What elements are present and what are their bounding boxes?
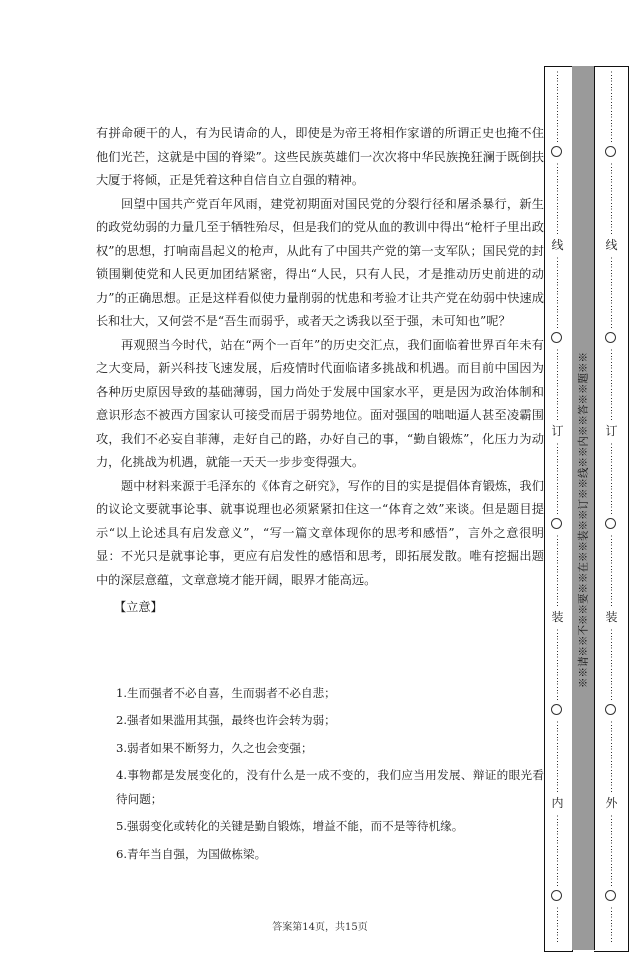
inner-mark-nei: 内 <box>551 796 564 810</box>
paragraph-3: 再观照当今时代，站在“两个一百年”的历史交汇点，我们面临着世界百年未有之大变局，新兴科技飞速发展，后疫情时代面临诸多挑战和机遇。而目前中国因为各种历史原因导致的基础薄弱，国力尚处于发展中国家水平，更是因为政治体制和意识形态不被西方国家认可接受而居于弱势地位。面对强国的咄咄逼人甚至凌霸围攻，我们不必妄自菲薄，走好自己的路，办好自己的事，“勤自锻炼”，化压力为动力，化挑战为机遇，就能一天天一步步变得强大。 <box>96 337 544 469</box>
binding-hole-circle <box>605 704 616 715</box>
answer-content <box>96 122 544 870</box>
binding-hole-circle <box>605 332 616 343</box>
inner-mark-ding: 订 <box>551 424 564 438</box>
paragraph-2: 回望中国共产党百年风雨，建党初期面对国民党的分裂行径和屠杀暴行，新生的政党幼弱的力量几至于牺牲殆尽，但是我们的党从血的教训中得出“枪杆子里出政权”的思想，打响南昌起义的枪声，从此有了中国共产党的第一支军队；国民党的封锁围剿使党和人民更加团结紧密，得出“人民，只有人民，才是推动历史前进的动力”的正确思想。正是这样看似使力量削弱的忧患和考验才让共产党在幼弱中快速成长和壮大，又何尝不是“吾生而弱乎，或者天之诱我以至于强，未可知也”呢？ <box>96 196 544 328</box>
binding-hole-circle <box>551 890 562 901</box>
inner-mark-zhuang: 装 <box>551 610 564 624</box>
binding-hole-circle <box>551 146 562 157</box>
list-item: 4.事物都是发展变化的，没有什么是一成不变的，我们应当用发展、辩证的眼光看待问题； <box>116 768 544 806</box>
page-number: 答案第14页，共15页 <box>272 922 368 933</box>
section-tag-liyi: 【立意】 <box>114 600 163 614</box>
outer-mark-xian: 线 <box>605 238 618 252</box>
paragraph-4: 题中材料来源于毛泽东的《体育之研究》，写作的目的实是提倡体育锻炼，我们的议论文要就事论事、就事说理也必须紧紧扣住这一“体育之效”来谈。但是题目提示“以上论述具有启发意义”，“写一篇文章体现你的思考和感悟”，言外之意很明显：不光只是就事论事，更应有启发性的感悟和思考，即拓展发散。唯有挖掘出题中的深层意蕴，文章意境才能开阔，眼界才能高远。 <box>96 478 544 587</box>
theme-points-list <box>96 682 544 867</box>
outer-mark-zhuang: 装 <box>605 610 618 624</box>
list-item: 5.强弱变化或转化的关键是勤自锻炼，增益不能，而不是等待机缘。 <box>116 819 464 833</box>
list-item: 3.弱者如果不断努力，久之也会变强； <box>116 740 313 755</box>
inner-dotted-line: ⋮ ⋮ ⋮ ⋮ ⋮ ⋮ ⋮ ⋮ ⋮ ⋮ ⋮ ⋮ ⋮ ⋮ ⋮ ⋮ 线 ⋮ ⋮ ⋮ ⋮ ⋮ ⋮ ⋮ ⋮ ⋮ ⋮ ⋮ ⋮ ⋮ ⋮ ⋮ ⋮ 订 ⋮ ⋮ ⋮ ⋮ ⋮ ⋮ ⋮ ⋮ ⋮ ⋮ ⋮ ⋮ ⋮ ⋮ ⋮ ⋮ 装 ⋮ ⋮ ⋮ ⋮ ⋮ ⋮ ⋮ ⋮ ⋮ ⋮ ⋮ ⋮ ⋮ ⋮ ⋮ ⋮ 内 ⋮ ⋮ ⋮ ⋮ ⋮ ⋮ ⋮ ⋮ ⋮ ⋮ ⋮ ⋮ <box>544 66 571 950</box>
list-item: 2.强者如果滥用其强，最终也许会转为弱； <box>116 713 336 727</box>
outer-dotted-line: ⋮ ⋮ ⋮ ⋮ ⋮ ⋮ ⋮ ⋮ ⋮ ⋮ ⋮ ⋮ ⋮ ⋮ ⋮ ⋮ 线 ⋮ ⋮ ⋮ ⋮ ⋮ ⋮ ⋮ ⋮ ⋮ ⋮ ⋮ ⋮ ⋮ ⋮ ⋮ ⋮ 订 ⋮ ⋮ ⋮ ⋮ ⋮ ⋮ ⋮ ⋮ ⋮ ⋮ ⋮ ⋮ ⋮ ⋮ ⋮ ⋮ 装 ⋮ ⋮ ⋮ ⋮ ⋮ ⋮ ⋮ ⋮ ⋮ ⋮ ⋮ ⋮ ⋮ ⋮ ⋮ ⋮ 外 ⋮ ⋮ ⋮ ⋮ ⋮ ⋮ ⋮ ⋮ ⋮ ⋮ ⋮ ⋮ <box>598 66 625 950</box>
binding-hole-circle <box>605 146 616 157</box>
binding-hole-circle <box>551 518 562 529</box>
paragraph-1: 有拼命硬干的人，有为民请命的人，即使是为帝王将相作家谱的所谓正史也掩不住他们光芒，这就是中国的脊梁”。这些民族英雄们一次次将中华民族挽狂澜于既倒扶大厦于将倾，正是凭着这种自信自立自强的精神。 <box>96 126 544 187</box>
list-item: 6.青年当自强，为国做栋梁。 <box>116 846 267 861</box>
outer-mark-ding: 订 <box>605 424 618 438</box>
inner-mark-xian: 线 <box>551 238 564 252</box>
binding-hole-circle <box>605 890 616 901</box>
binding-hole-circle <box>605 518 616 529</box>
binding-hole-circle <box>551 332 562 343</box>
outer-mark-wai: 外 <box>605 796 618 810</box>
binding-warning-text: ※※请※※不※※要※※在※※装※※订※※线※※内※※答※※题※※ <box>577 352 590 688</box>
list-item: 1.生而强者不必自喜，生而弱者不必自悲； <box>116 685 336 700</box>
binding-hole-circle <box>551 704 562 715</box>
